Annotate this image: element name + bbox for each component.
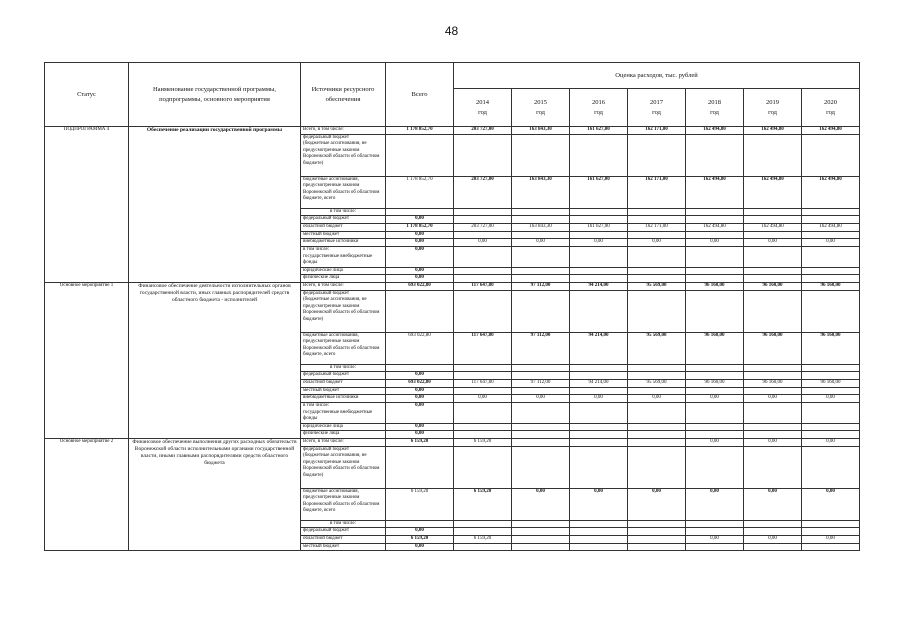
year-value-cell: [628, 446, 686, 488]
year-value-cell: [802, 208, 860, 216]
year-value-cell: [512, 520, 570, 528]
year-value-cell: 96 160,00: [686, 283, 744, 291]
year-value-cell: [570, 387, 628, 395]
year-value-cell: [802, 134, 860, 176]
total-cell: 1 178 852,70: [386, 224, 454, 232]
year-value-cell: [454, 520, 512, 528]
year-value-cell: [628, 372, 686, 380]
source-cell: в том числе: государственные внебюджетные фонды: [301, 247, 386, 268]
year-value-cell: [686, 216, 744, 224]
total-cell: 0,00: [386, 403, 454, 424]
year-value-cell: [512, 290, 570, 332]
year-value-cell: 6 159,20: [454, 439, 512, 447]
year-value-cell: [686, 134, 744, 176]
year-value-cell: [744, 247, 802, 268]
year-value-cell: [512, 387, 570, 395]
year-value-cell: [744, 543, 802, 551]
year-value-cell: [802, 446, 860, 488]
year-value-cell: [802, 431, 860, 439]
source-cell: Всего, в том числе:: [301, 127, 386, 135]
year-value-cell: 6 159,20: [454, 536, 512, 544]
total-cell: 0,00: [386, 372, 454, 380]
year-value-cell: [686, 231, 744, 239]
year-value-cell: 96 160,00: [744, 283, 802, 291]
year-value-cell: [744, 216, 802, 224]
year-value-cell: [744, 208, 802, 216]
section-name: Финансовое обеспечение деятельности исполнительных органов государственной власти, иных главных распорядителей средств областного бюджета - исполнителей: [129, 283, 301, 439]
year-value-cell: [686, 543, 744, 551]
year-value-cell: [512, 423, 570, 431]
total-cell: 0,00: [386, 216, 454, 224]
source-cell: федеральный бюджет (бюджетные ассигнования, не предусмотренные законом Воронежской области об областном бюджете): [301, 446, 386, 488]
year-value-cell: [512, 208, 570, 216]
year-value-cell: [802, 364, 860, 372]
year-value-cell: [454, 431, 512, 439]
source-cell: в том числе:: [301, 364, 386, 372]
year-value-cell: [454, 372, 512, 380]
year-value-cell: 94 214,00: [570, 283, 628, 291]
year-value-cell: [570, 267, 628, 275]
year-value-cell: 95 569,00: [628, 380, 686, 388]
year-value-cell: [802, 543, 860, 551]
year-value-cell: [570, 364, 628, 372]
year-value-cell: [512, 231, 570, 239]
year-value-cell: [570, 134, 628, 176]
year-value-cell: [802, 528, 860, 536]
year-value-cell: 163 843,30: [512, 127, 570, 135]
year-value-cell: [686, 364, 744, 372]
year-value-cell: [802, 520, 860, 528]
year-value-cell: [512, 275, 570, 283]
year-value-cell: [570, 431, 628, 439]
section-name: Обеспечение реализации государственной программы: [129, 127, 301, 283]
year-value-cell: [686, 387, 744, 395]
year-value-cell: 0,00: [802, 488, 860, 520]
year-value-cell: [454, 528, 512, 536]
year-value-cell: [454, 267, 512, 275]
year-value-cell: [570, 247, 628, 268]
total-cell: 0,00: [386, 423, 454, 431]
total-cell: 0,00: [386, 431, 454, 439]
year-value-cell: 96 160,00: [802, 332, 860, 364]
year-value-cell: [628, 231, 686, 239]
year-value-cell: 0,00: [570, 488, 628, 520]
header-year: 2018 год: [686, 89, 744, 127]
year-value-cell: [512, 403, 570, 424]
total-cell: 693 022,80: [386, 380, 454, 388]
year-value-cell: 162 494,80: [802, 224, 860, 232]
year-value-cell: [744, 290, 802, 332]
year-value-cell: [802, 290, 860, 332]
year-value-cell: 0,00: [570, 239, 628, 247]
year-value-cell: [454, 216, 512, 224]
year-value-cell: 0,00: [802, 395, 860, 403]
year-value-cell: [744, 387, 802, 395]
total-cell: 693 022,80: [386, 283, 454, 291]
year-value-cell: [686, 423, 744, 431]
year-value-cell: 96 160,00: [686, 380, 744, 388]
year-value-cell: 161 627,00: [570, 127, 628, 135]
total-cell: 0,00: [386, 387, 454, 395]
page-number: 48: [444, 24, 459, 38]
total-cell: [386, 520, 454, 528]
header-status: Статус: [45, 63, 129, 127]
source-cell: местный бюджет: [301, 231, 386, 239]
total-cell: 0,00: [386, 528, 454, 536]
year-value-cell: [802, 372, 860, 380]
year-value-cell: 0,00: [802, 536, 860, 544]
year-value-cell: [744, 431, 802, 439]
year-value-cell: 162 494,80: [686, 127, 744, 135]
year-value-cell: [628, 364, 686, 372]
year-value-cell: [512, 528, 570, 536]
year-value-cell: 0,00: [686, 395, 744, 403]
year-value-cell: [744, 231, 802, 239]
year-value-cell: [512, 543, 570, 551]
year-value-cell: [802, 216, 860, 224]
year-value-cell: 0,00: [512, 239, 570, 247]
source-cell: внебюджетные источники: [301, 239, 386, 247]
source-cell: Всего, в том числе:: [301, 439, 386, 447]
year-value-cell: [628, 290, 686, 332]
year-value-cell: 96 160,00: [744, 380, 802, 388]
year-value-cell: [512, 216, 570, 224]
year-value-cell: [454, 275, 512, 283]
total-cell: 6 159,20: [386, 439, 454, 447]
year-value-cell: [628, 543, 686, 551]
year-value-cell: [512, 431, 570, 439]
year-value-cell: [454, 247, 512, 268]
year-value-cell: [686, 403, 744, 424]
source-cell: местный бюджет: [301, 543, 386, 551]
year-value-cell: [454, 134, 512, 176]
year-value-cell: 203 727,00: [454, 127, 512, 135]
header-year: 2019 год: [744, 89, 802, 127]
year-value-cell: [570, 372, 628, 380]
year-value-cell: 0,00: [512, 395, 570, 403]
source-cell: юридические лица: [301, 423, 386, 431]
year-value-cell: [570, 528, 628, 536]
year-value-cell: 0,00: [570, 395, 628, 403]
total-cell: [386, 364, 454, 372]
year-value-cell: [686, 267, 744, 275]
year-value-cell: [454, 403, 512, 424]
year-value-cell: [570, 216, 628, 224]
year-value-cell: [628, 134, 686, 176]
year-value-cell: [628, 520, 686, 528]
year-value-cell: [744, 275, 802, 283]
year-value-cell: [454, 387, 512, 395]
source-cell: федеральный бюджет: [301, 216, 386, 224]
source-cell: физические лица: [301, 431, 386, 439]
year-value-cell: 162 171,00: [628, 127, 686, 135]
year-value-cell: 117 647,80: [454, 332, 512, 364]
year-value-cell: 0,00: [628, 488, 686, 520]
year-value-cell: [512, 364, 570, 372]
source-cell: в том числе:: [301, 208, 386, 216]
year-value-cell: 162 171,00: [628, 176, 686, 208]
year-value-cell: 95 569,00: [628, 283, 686, 291]
year-value-cell: 0,00: [628, 395, 686, 403]
year-value-cell: [686, 431, 744, 439]
total-cell: 6 159,20: [386, 536, 454, 544]
total-cell: 693 022,80: [386, 332, 454, 364]
year-value-cell: 117 647,80: [454, 283, 512, 291]
source-cell: местный бюджет: [301, 387, 386, 395]
year-value-cell: 0,00: [686, 439, 744, 447]
total-cell: 0,00: [386, 543, 454, 551]
section-status: Основное мероприятие 2: [45, 439, 129, 551]
year-value-cell: 0,00: [454, 239, 512, 247]
year-value-cell: 0,00: [686, 536, 744, 544]
total-cell: [386, 208, 454, 216]
year-value-cell: [512, 446, 570, 488]
source-cell: федеральный бюджет: [301, 372, 386, 380]
year-value-cell: [454, 231, 512, 239]
year-value-cell: 0,00: [744, 395, 802, 403]
year-value-cell: 0,00: [628, 239, 686, 247]
year-value-cell: [802, 247, 860, 268]
year-value-cell: [744, 528, 802, 536]
source-cell: юридические лица: [301, 267, 386, 275]
year-value-cell: [570, 275, 628, 283]
year-value-cell: 162 494,80: [802, 127, 860, 135]
year-value-cell: 0,00: [744, 536, 802, 544]
source-cell: федеральный бюджет (бюджетные ассигнования, не предусмотренные законом Воронежской области об областном бюджете): [301, 134, 386, 176]
year-value-cell: [686, 247, 744, 268]
year-value-cell: [628, 247, 686, 268]
year-value-cell: 0,00: [686, 488, 744, 520]
year-value-cell: 0,00: [686, 239, 744, 247]
year-value-cell: 96 160,00: [744, 332, 802, 364]
year-value-cell: 162 494,80: [744, 176, 802, 208]
total-cell: 6 159,20: [386, 488, 454, 520]
source-cell: физические лица: [301, 275, 386, 283]
source-cell: бюджетные ассигнования, предусмотренные законом Воронежской области об областном бюджете, всего: [301, 332, 386, 364]
source-cell: федеральный бюджет (бюджетные ассигнования, не предусмотренные законом Воронежской области об областном бюджете): [301, 290, 386, 332]
year-value-cell: [744, 267, 802, 275]
header-year: 2016 год: [570, 89, 628, 127]
total-cell: 0,00: [386, 395, 454, 403]
header-year: 2017 год: [628, 89, 686, 127]
year-value-cell: 162 494,80: [744, 127, 802, 135]
source-cell: Всего, в том числе:: [301, 283, 386, 291]
total-cell: 1 178 852,70: [386, 127, 454, 135]
year-value-cell: [570, 520, 628, 528]
source-cell: областной бюджет: [301, 380, 386, 388]
section-status: Основное мероприятие 1: [45, 283, 129, 439]
year-value-cell: [744, 446, 802, 488]
total-cell: [386, 134, 454, 176]
source-cell: областной бюджет: [301, 536, 386, 544]
source-cell: бюджетные ассигнования, предусмотренные законом Воронежской области об областном бюджете, всего: [301, 488, 386, 520]
table-row: [45, 283, 860, 291]
year-value-cell: [628, 267, 686, 275]
header-year: 2020 год: [802, 89, 860, 127]
year-value-cell: [570, 446, 628, 488]
year-value-cell: [744, 520, 802, 528]
year-value-cell: 0,00: [802, 439, 860, 447]
total-cell: 0,00: [386, 275, 454, 283]
source-cell: федеральный бюджет: [301, 528, 386, 536]
header-year: 2014 год: [454, 89, 512, 127]
year-value-cell: 94 214,00: [570, 380, 628, 388]
year-value-cell: [454, 423, 512, 431]
year-value-cell: [744, 423, 802, 431]
total-cell: 0,00: [386, 239, 454, 247]
year-value-cell: [570, 536, 628, 544]
source-cell: областной бюджет: [301, 224, 386, 232]
header-estimate: Оценка расходов, тыс. рублей: [454, 63, 860, 89]
year-value-cell: 94 214,00: [570, 332, 628, 364]
section-status: ПОДПРОГРАММА 4: [45, 127, 129, 283]
year-value-cell: [628, 208, 686, 216]
year-value-cell: 96 160,00: [686, 332, 744, 364]
year-value-cell: [628, 528, 686, 536]
year-value-cell: [686, 372, 744, 380]
year-value-cell: [628, 275, 686, 283]
year-value-cell: 162 494,80: [686, 224, 744, 232]
year-value-cell: [802, 403, 860, 424]
table-row: [45, 439, 860, 447]
year-value-cell: [686, 290, 744, 332]
year-value-cell: 97 112,00: [512, 283, 570, 291]
year-value-cell: 0,00: [802, 239, 860, 247]
year-value-cell: [744, 372, 802, 380]
year-value-cell: 0,00: [744, 488, 802, 520]
year-value-cell: 162 494,80: [802, 176, 860, 208]
year-value-cell: 203 727,00: [454, 224, 512, 232]
year-value-cell: 203 727,00: [454, 176, 512, 208]
year-value-cell: 117 647,80: [454, 380, 512, 388]
year-value-cell: [512, 134, 570, 176]
year-value-cell: 163 843,30: [512, 224, 570, 232]
header-total: Всего: [386, 63, 454, 127]
total-cell: 0,00: [386, 267, 454, 275]
year-value-cell: 0,00: [454, 395, 512, 403]
year-value-cell: [570, 543, 628, 551]
year-value-cell: [628, 216, 686, 224]
total-cell: 0,00: [386, 247, 454, 268]
year-value-cell: [802, 231, 860, 239]
header-year: 2015 год: [512, 89, 570, 127]
year-value-cell: [628, 536, 686, 544]
year-value-cell: [570, 231, 628, 239]
year-value-cell: 0,00: [744, 239, 802, 247]
year-value-cell: [454, 543, 512, 551]
year-value-cell: [570, 439, 628, 447]
year-value-cell: 162 494,80: [686, 176, 744, 208]
year-value-cell: [454, 290, 512, 332]
header-name: Наименование государственной программы, подпрограммы, основного мероприятия: [129, 63, 301, 127]
year-value-cell: [686, 446, 744, 488]
year-value-cell: 0,00: [512, 488, 570, 520]
year-value-cell: [512, 536, 570, 544]
year-value-cell: [570, 423, 628, 431]
year-value-cell: [570, 208, 628, 216]
source-cell: бюджетные ассигнования, предусмотренные законом Воронежской области об областном бюджете, всего: [301, 176, 386, 208]
year-value-cell: [744, 403, 802, 424]
year-value-cell: 97 112,00: [512, 332, 570, 364]
year-value-cell: [686, 208, 744, 216]
year-value-cell: [686, 528, 744, 536]
year-value-cell: [744, 364, 802, 372]
year-value-cell: [454, 208, 512, 216]
year-value-cell: 95 569,00: [628, 332, 686, 364]
year-value-cell: 96 160,00: [802, 283, 860, 291]
total-cell: 0,00: [386, 231, 454, 239]
year-value-cell: [512, 439, 570, 447]
year-value-cell: [570, 290, 628, 332]
year-value-cell: 161 627,00: [570, 224, 628, 232]
year-value-cell: [512, 372, 570, 380]
total-cell: [386, 446, 454, 488]
year-value-cell: [802, 275, 860, 283]
budget-table: [44, 62, 860, 551]
year-value-cell: [454, 446, 512, 488]
year-value-cell: 96 160,00: [802, 380, 860, 388]
header-source: Источники ресурсного обеспечения: [301, 63, 386, 127]
year-value-cell: [686, 520, 744, 528]
year-value-cell: 6 159,20: [454, 488, 512, 520]
year-value-cell: [454, 364, 512, 372]
year-value-cell: [802, 423, 860, 431]
section-name: Финансовое обеспечение выполнения других расходных обязательств Воронежской области исполнительными органами государственной власти, иными главными распорядителями средств областного бюджета: [129, 439, 301, 551]
source-cell: в том числе:: [301, 520, 386, 528]
year-value-cell: 97 112,00: [512, 380, 570, 388]
year-value-cell: 163 843,30: [512, 176, 570, 208]
year-value-cell: [628, 431, 686, 439]
year-value-cell: [570, 403, 628, 424]
total-cell: [386, 290, 454, 332]
year-value-cell: [512, 267, 570, 275]
year-value-cell: [628, 387, 686, 395]
year-value-cell: [628, 439, 686, 447]
total-cell: 1 178 852,70: [386, 176, 454, 208]
year-value-cell: [686, 275, 744, 283]
year-value-cell: 161 627,00: [570, 176, 628, 208]
year-value-cell: [744, 134, 802, 176]
year-value-cell: [802, 267, 860, 275]
table-row: [45, 127, 860, 135]
year-value-cell: 162 171,00: [628, 224, 686, 232]
year-value-cell: [802, 387, 860, 395]
year-value-cell: [628, 403, 686, 424]
year-value-cell: [512, 247, 570, 268]
year-value-cell: 0,00: [744, 439, 802, 447]
year-value-cell: [628, 423, 686, 431]
source-cell: внебюджетные источники: [301, 395, 386, 403]
source-cell: в том числе: государственные внебюджетные фонды: [301, 403, 386, 424]
year-value-cell: 162 494,80: [744, 224, 802, 232]
